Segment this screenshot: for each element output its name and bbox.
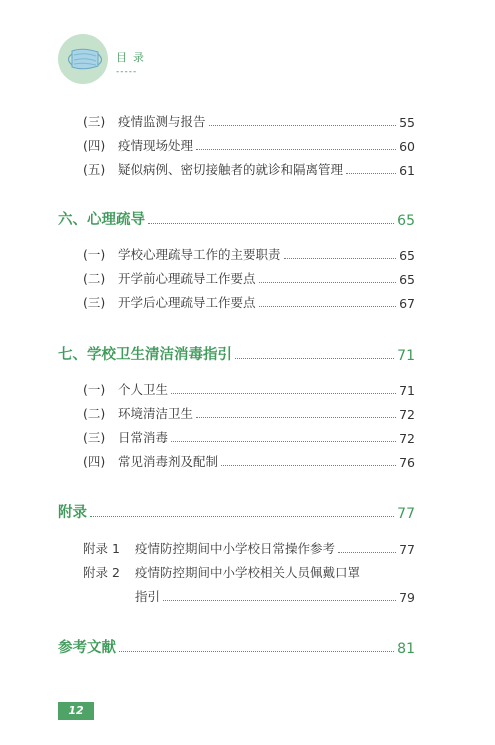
toc-entry-continuation[interactable] xyxy=(135,587,415,605)
entry-title: 疫情防控期间中小学校日常操作参考 xyxy=(135,541,336,556)
entry-page: 55 xyxy=(399,115,415,130)
toc-entry[interactable] xyxy=(83,245,415,263)
section-page: 71 xyxy=(397,348,415,364)
toc-entry[interactable] xyxy=(83,380,415,398)
appendix-label: 附录 1 xyxy=(83,541,120,556)
entry-title: 开学后心理疏导工作要点 xyxy=(118,295,256,310)
entry-title: 疫情现场处理 xyxy=(118,138,194,153)
entry-page: 72 xyxy=(399,431,415,446)
dot-leader xyxy=(346,173,396,174)
dot-leader xyxy=(163,600,396,601)
toc-title-underline: ----- xyxy=(116,67,138,77)
section-page: 81 xyxy=(397,641,415,657)
entry-title: 疫情监测与报告 xyxy=(118,114,206,129)
dot-leader xyxy=(259,306,397,307)
entry-title: 常见消毒剂及配制 xyxy=(118,454,219,469)
dot-leader xyxy=(171,441,396,442)
dot-leader xyxy=(284,258,397,259)
toc-entry[interactable] xyxy=(83,404,415,422)
section-title: 七、学校卫生清洁消毒指引 xyxy=(58,346,232,363)
section-title: 附录 xyxy=(58,504,87,521)
entry-page: 72 xyxy=(399,407,415,422)
entry-number: (四) xyxy=(83,454,106,469)
dot-leader xyxy=(148,223,394,224)
appendix-label: 附录 2 xyxy=(83,565,120,580)
entry-number: (一) xyxy=(83,247,106,262)
entry-page: 77 xyxy=(399,542,415,557)
entry-title: 环境清洁卫生 xyxy=(118,406,194,421)
section-page: 65 xyxy=(397,213,415,229)
toc-entry[interactable] xyxy=(83,112,415,130)
dot-leader xyxy=(196,149,396,150)
entry-title: 疑似病例、密切接触者的就诊和隔离管理 xyxy=(118,162,344,177)
dot-leader xyxy=(209,125,397,126)
toc-section-heading[interactable] xyxy=(58,342,415,364)
entry-title: 开学前心理疏导工作要点 xyxy=(118,271,256,286)
entry-page: 65 xyxy=(399,248,415,263)
dot-leader xyxy=(235,358,394,359)
entry-number: (二) xyxy=(83,271,106,286)
entry-number: (五) xyxy=(83,162,106,177)
dot-leader xyxy=(221,465,396,466)
entry-number: (三) xyxy=(83,430,106,445)
toc-entry[interactable] xyxy=(83,269,415,287)
entry-title: 指引 xyxy=(135,589,161,604)
toc-entry[interactable] xyxy=(83,293,415,311)
toc-entry[interactable] xyxy=(83,136,415,154)
toc-entry[interactable] xyxy=(83,452,415,470)
dot-leader xyxy=(196,417,396,418)
entry-page: 79 xyxy=(399,590,415,605)
toc-header xyxy=(58,34,258,84)
entry-page: 76 xyxy=(399,455,415,470)
dot-leader xyxy=(171,393,396,394)
mask-icon xyxy=(58,34,108,84)
entry-title: 疫情防控期间中小学校相关人员佩戴口罩 xyxy=(135,565,361,580)
toc-entry[interactable] xyxy=(83,563,415,581)
toc-section-heading[interactable] xyxy=(58,500,415,522)
toc-section-heading[interactable] xyxy=(58,207,415,229)
entry-page: 67 xyxy=(399,296,415,311)
entry-page: 61 xyxy=(399,163,415,178)
toc-title: 目录 xyxy=(116,51,150,64)
toc-entry[interactable] xyxy=(83,160,415,178)
entry-number: (四) xyxy=(83,138,106,153)
dot-leader xyxy=(119,651,394,652)
entry-number: (三) xyxy=(83,114,106,129)
toc-section-heading[interactable] xyxy=(58,635,415,657)
dot-leader xyxy=(259,282,397,283)
page-number-badge: 12 xyxy=(58,702,94,720)
entry-page: 60 xyxy=(399,139,415,154)
section-title: 参考文献 xyxy=(58,639,116,656)
entry-title: 学校心理疏导工作的主要职责 xyxy=(118,247,281,262)
entry-number: (三) xyxy=(83,295,106,310)
section-page: 77 xyxy=(397,506,415,522)
entry-page: 65 xyxy=(399,272,415,287)
dot-leader xyxy=(90,516,394,517)
entry-number: (二) xyxy=(83,406,106,421)
dot-leader xyxy=(338,552,396,553)
entry-title: 日常消毒 xyxy=(118,430,169,445)
toc-entry[interactable] xyxy=(83,428,415,446)
entry-title: 个人卫生 xyxy=(118,382,169,397)
entry-number: (一) xyxy=(83,382,106,397)
entry-page: 71 xyxy=(399,383,415,398)
toc-entry[interactable] xyxy=(83,539,415,557)
section-title: 六、心理疏导 xyxy=(58,211,145,228)
